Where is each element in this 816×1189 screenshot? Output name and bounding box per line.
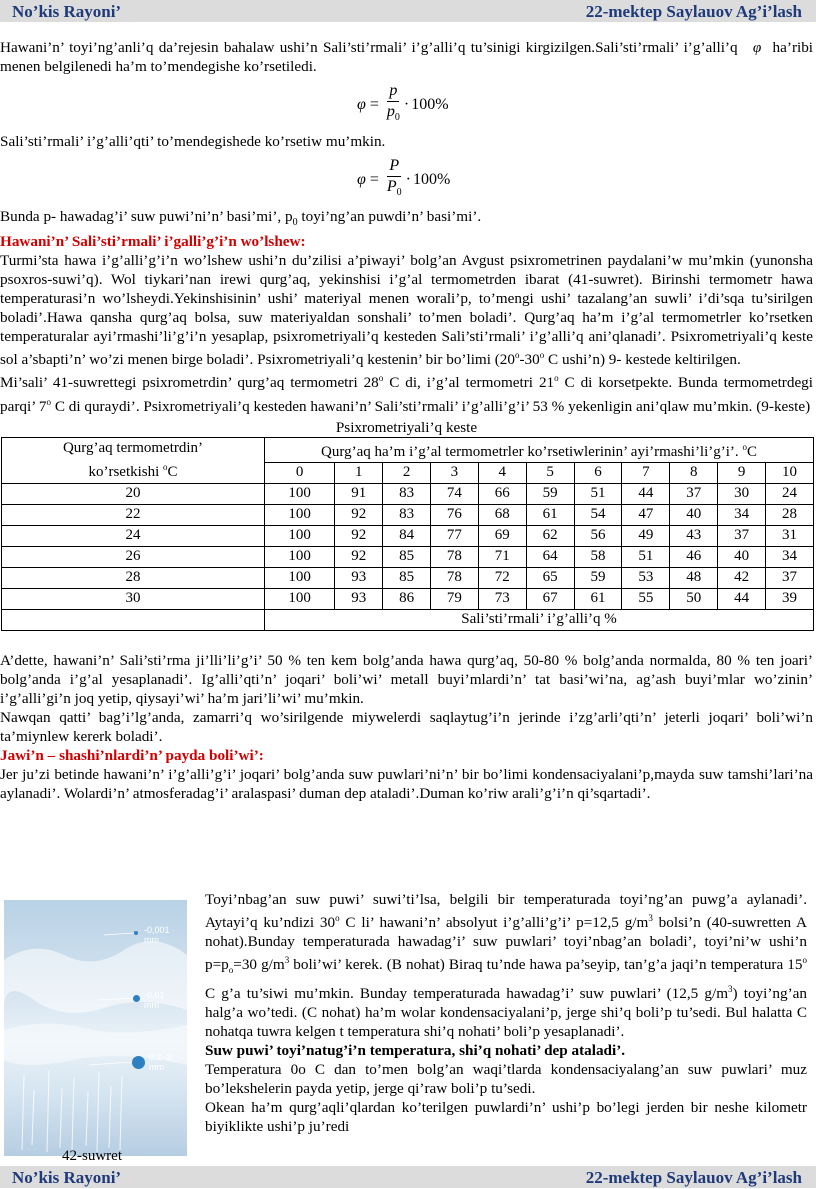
table-cell: 24 <box>766 483 814 504</box>
header-left: No’kis Rayoni’ <box>12 2 122 21</box>
table-diff-header: 0 <box>265 462 335 483</box>
table-top-header: Qurg’aq ha’m i’g’al termometrler ko’rsetiwlerinin’ ayi’rmashi’li’g’i’. $^o$C <box>265 437 814 462</box>
table-cell: 40 <box>670 504 718 525</box>
section1-paragraph-2: Mi’sali’ 41-suwrettegi psixrometrdin’ qurg’aq termometri 28$^o$ C di, i’g’al termometri 21$^o$ C di korsetpekte. Bunda termometrdegi parqi’ 7$^o$ C di quraydi’. Psixrometriyali’q kesteden hawani’n’ Sali’sti’rmali’ i’g’alli’g’i’ 53 % yekenligin ani’qlaw mu’mkin. (9-keste) <box>0 373 813 415</box>
table-cell: 83 <box>383 483 431 504</box>
table-cell: 49 <box>622 525 670 546</box>
figure-caption: 42-suwret <box>62 1148 122 1164</box>
table-cell: 73 <box>478 588 526 609</box>
table-row-temperature: 20 <box>2 483 265 504</box>
footer-left: No’kis Rayoni’ <box>12 1168 122 1187</box>
intro-paragraph: Hawani’n’ toyi’ng’anli’q da’rejesin bahalaw ushi’n Sali’sti’rmali’ i’g’alli’q tu’sinigi kirgizilgen.Sali’sti’rmali’ i’g’alli’q φ ha’ribi menen belgilenedi ha’m to’mendegishe ko’rsetiledi. <box>0 39 814 75</box>
table-cell: 100 <box>265 483 335 504</box>
table-cell: 91 <box>335 483 383 504</box>
table-cell: 30 <box>718 483 766 504</box>
table-cell: 61 <box>574 588 622 609</box>
table-row <box>2 567 814 588</box>
table-cell: 92 <box>335 504 383 525</box>
table-cell: 43 <box>670 525 718 546</box>
after-table-paragraph-2: Nawqan qatti’ bag’i’lg’anda, zamarri’q wo’sirilgende miywelerdi saqlaytug’i’n jerinde i’zg’arli’qti’n’ jeterli joqari’ boli’wi’n ta’miynlew kererk boladi’. <box>0 708 813 745</box>
table-diff-header: 1 <box>335 462 383 483</box>
dew-point-definition: Suw puwi’ toyi’natug’i’n temperatura, shi’q nohati’ dep ataladi’. <box>205 1042 626 1060</box>
table-cell: 74 <box>431 483 479 504</box>
table-cell: 58 <box>574 546 622 567</box>
table-cell: 100 <box>265 546 335 567</box>
table-cell: 64 <box>526 546 574 567</box>
table-cell: 40 <box>718 546 766 567</box>
table-cell: 71 <box>478 546 526 567</box>
table-cell: 28 <box>766 504 814 525</box>
table-cell: 44 <box>622 483 670 504</box>
table-row <box>2 483 814 504</box>
table-cell: 92 <box>335 525 383 546</box>
table-diff-header: 2 <box>383 462 431 483</box>
table-row <box>2 525 814 546</box>
table-cell: 67 <box>526 588 574 609</box>
table-cell: 85 <box>383 567 431 588</box>
page-footer <box>0 1166 816 1188</box>
table-cell: 69 <box>478 525 526 546</box>
table-cell: 46 <box>670 546 718 567</box>
table-footer-blank <box>2 609 265 630</box>
table-cell: 76 <box>431 504 479 525</box>
header-right: 22-mektep Saylauov Ag’i’lash <box>585 2 802 21</box>
fraction: $\frac{P}{P_0}$ <box>386 157 402 199</box>
table-cell: 56 <box>574 525 622 546</box>
table-caption: Psixrometriyali’q keste <box>335 418 478 436</box>
table-cell: 100 <box>265 588 335 609</box>
table-cell: 50 <box>670 588 718 609</box>
table-cell: 44 <box>718 588 766 609</box>
table-diff-header: 4 <box>478 462 526 483</box>
table-cell: 37 <box>670 483 718 504</box>
table-row <box>2 588 814 609</box>
droplet-label-1: -0,001 mm <box>144 925 170 945</box>
table-cell: 54 <box>574 504 622 525</box>
intro-line-2: Sali’sti’rmali’ i’g’alli’qti’ to’mendegishede ko’rsetiw mu’mkin. <box>0 133 386 151</box>
table-cell: 100 <box>265 567 335 588</box>
table-cell: 62 <box>526 525 574 546</box>
table-diff-header: 3 <box>431 462 479 483</box>
table-cell: 47 <box>622 504 670 525</box>
droplet-small-icon <box>134 931 138 935</box>
table-cell: 66 <box>478 483 526 504</box>
table-cell: 48 <box>670 567 718 588</box>
table-cell: 79 <box>431 588 479 609</box>
section-title-precipitation: Jawi’n – shashi’nlardi’n’ payda boli’wi’: <box>0 746 264 764</box>
intro-line-3: Bunda p- hawadag’i’ suw puwi’ni’n’ basi’mi’, $p_0$ toyi’ng’an puwdi’n’ basi’mi’. <box>0 208 482 229</box>
table-row <box>2 504 814 525</box>
table-cell: 100 <box>265 525 335 546</box>
table-row <box>2 546 814 567</box>
table-footer-row <box>2 609 814 630</box>
table-row-temperature: 24 <box>2 525 265 546</box>
table-cell: 93 <box>335 588 383 609</box>
table-cell: 31 <box>766 525 814 546</box>
main-content <box>0 38 816 803</box>
page-header <box>0 0 816 22</box>
table-cell: 34 <box>766 546 814 567</box>
table-cell: 68 <box>478 504 526 525</box>
droplet-medium-icon <box>133 995 140 1002</box>
table-cell: 55 <box>622 588 670 609</box>
droplet-label-3: 0,2–3 mm <box>149 1052 172 1072</box>
table-diff-header: 6 <box>574 462 622 483</box>
table-cell: 59 <box>526 483 574 504</box>
side-paragraph-1: Toyi’nbag’an suw puwi’ suwi’ti’lsa, belgili bir temperaturada toyi’ng’an puwg’a aylanadi’. Aytayi’q ku’ndizi 30$^o$ C li’ hawani’n’ absolyut i’g’alli’g’i’ p=12,5 $g/m^3$ bolsi’n (40-suwretten A nohat).Bunday temperaturada hawadag’i’ suw puwlari’ toyi’nbag’an boladi’, toyi’ni’w ushi’n $p=p_o=30$ $g/m^3$ boli’wi’ kerek. (B nohat) Biraq tu’nde hawa pa’seyip, tan’g’a jaqi’n temperatura 15$^o$ C g’a tu’siwi mu’mkin. Bunday temperaturada hawadag’i’ suw puwlari’ (12,5 $g/m^3$) toyi’ng’an halg’a wo’tedi. (C nohat) ha’m wolar kondensaciyalani’p, jerge shi’q boli’p tu’sedi. Bul halatta C nohatqa tuwra kelgen t temperatura shi’q nohati’ boli’p yesaplanadi’. <box>205 891 808 1041</box>
psychrometric-table <box>1 437 814 631</box>
table-row-temperature: 22 <box>2 504 265 525</box>
footer-right: 22-mektep Saylauov Ag’i’lash <box>585 1168 802 1187</box>
table-diff-header: 10 <box>766 462 814 483</box>
table-cell: 84 <box>383 525 431 546</box>
table-row-temperature: 28 <box>2 567 265 588</box>
table-cell: 65 <box>526 567 574 588</box>
side-text <box>205 890 810 1136</box>
table-cell: 93 <box>335 567 383 588</box>
table-cell: 92 <box>335 546 383 567</box>
formula-2: φ = $\frac{P}{P_0}$ · 100% <box>357 156 816 203</box>
table-cell: 77 <box>431 525 479 546</box>
table-cell: 85 <box>383 546 431 567</box>
formula-1: φ = $\frac{p}{p_0}$ · 100% <box>357 81 816 128</box>
droplet-label-2: -0,01 mm <box>144 990 165 1010</box>
table-corner-header: Qurg’aq termometrdin’ ko’rsetkishi $^o$C <box>2 437 265 483</box>
section-title-measurement: Hawani’n’ Sali’sti’rmali’ i’galli’g’i’n wo’lshew: <box>0 233 306 251</box>
table-diff-header: 8 <box>670 462 718 483</box>
table-cell: 100 <box>265 504 335 525</box>
side-paragraph-3: Okean ha’m qurg’aqli’qlardan ko’terilgen puwlardi’n’ ushi’p bo’legi jerden bir neshe kilometr biyiklikte ushi’p ju’redi <box>205 1099 807 1136</box>
table-diff-header: 5 <box>526 462 574 483</box>
table-cell: 37 <box>766 567 814 588</box>
section1-paragraph-1: Turmi’sta hawa i’g’alli’g’i’n wo’lshew ushi’n du’zilisi a’piwayi’ bolg’an Avgust psixrometrinen paydalani’w mu’mkin (yunonsha psoxros-suwi’q). Wol tiykari’nan irewi qurg’aq, yekinshisi i’g’al termometrden ibarat (41-suwret). Birinshi termometr hawa temperaturasi’n wo’lsheydi.Yekinshisinin’ ushi’ materiyal menen worali’p, to’mengi ushi’ tazalang’an suwli’ i’di’sqa tu’sirilgen boladi’.Hawa qansha qurg’aq bolsa, suw materiyaldan sonshali’ to’men boladi’. Qurg’aq ha’m i’g’al termometrler ko’rsetken temperaturalar ayi’rmashi’li’g’i’n yesaplap, psixrometriyali’q kesteden Sali’sti’rmali’ i’g’alli’q ani’qlanadi’. Psixrometriyali’q keste sol a’sbapti’n’ wo’zi menen birge boladi’. Psixrometriyali’q kestenin’ bir bo’limi (20$^o$-30$^o$ C ushi’n) 9- kestede keltirilgen. <box>0 252 813 369</box>
table-row-temperature: 26 <box>2 546 265 567</box>
section2-paragraph-1: Jer ju’zi betinde hawani’n’ i’g’alli’g’i’ joqari’ bolg’anda suw puwlari’ni’n’ bir bo’limi kondensaciyalani’p,mayda suw tamshi’lari’na aylanadi’. Wolardi’n’ atmosferadag’i’ aralaspasi’ duman dep ataladi’.Duman ko’riw arali’g’i’n qi’sqartadi’. <box>0 765 813 802</box>
side-paragraph-2: Temperatura 0o C dan to’men bolg’an waqi’tlarda kondensaciyalang’an suw puwlari’ muz bo’lekshelerin payda yetip, jerge qi’raw boli’p tu’sedi. <box>205 1061 807 1098</box>
table-cell: 78 <box>431 567 479 588</box>
table-diff-header: 7 <box>622 462 670 483</box>
table-cell: 39 <box>766 588 814 609</box>
droplet-large-icon <box>132 1056 145 1069</box>
table-cell: 86 <box>383 588 431 609</box>
table-cell: 78 <box>431 546 479 567</box>
table-cell: 59 <box>574 567 622 588</box>
table-cell: 53 <box>622 567 670 588</box>
table-cell: 72 <box>478 567 526 588</box>
table-cell: 51 <box>622 546 670 567</box>
table-row-temperature: 30 <box>2 588 265 609</box>
table-cell: 51 <box>574 483 622 504</box>
table-cell: 34 <box>718 504 766 525</box>
droplet-illustration <box>4 900 187 1156</box>
phi-symbol: φ <box>752 39 762 56</box>
table-cell: 37 <box>718 525 766 546</box>
table-diff-header: 9 <box>718 462 766 483</box>
table-footer-label: Sali’sti’rmali’ i’g’alli’q % <box>265 609 814 630</box>
after-table-paragraph-1: A’dette, hawani’n’ Sali’sti’rma ji’lli’li’g’i’ 50 % ten kem bolg’anda hawa qurg’aq, 50-80 % bolg’anda normalda, 80 % ten joari’ bolg’anda i’g’al yesaplanadi’. Ig’alli’qti’n’ joqari’ boli’wi’ metall buyi’mlardi’n’ tat basi’wi’na, ag’ash buyi’mlar wo’zinin’ i’g’alli’gi’n joq yetip, qiysayi’wi’ ha’m jari’li’wi’ mu’mkin. <box>0 651 813 707</box>
table-cell: 61 <box>526 504 574 525</box>
table-cell: 42 <box>718 567 766 588</box>
table-cell: 83 <box>383 504 431 525</box>
fraction: $\frac{p}{p_0}$ <box>386 82 400 124</box>
